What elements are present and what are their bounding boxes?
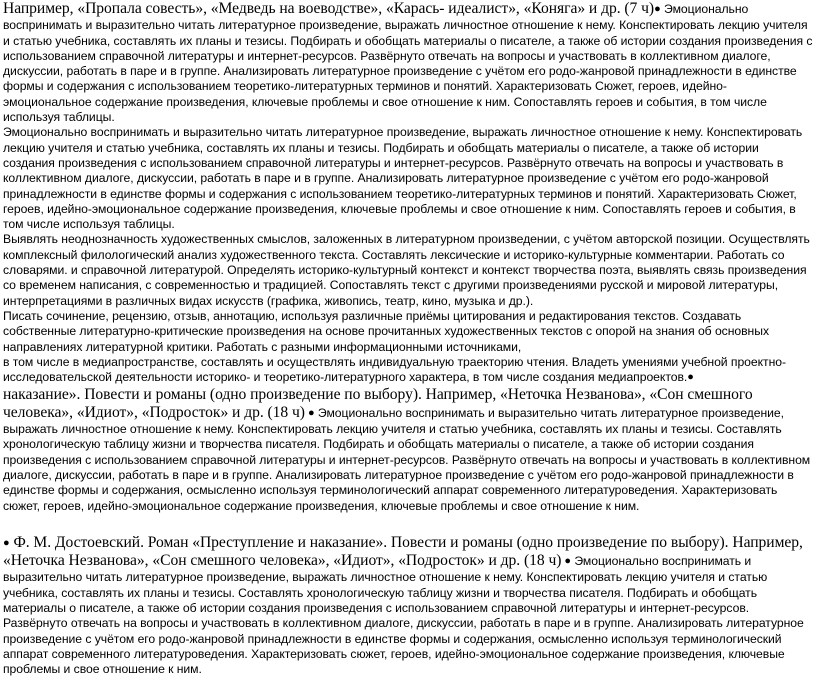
- novels-heading: наказание». Повести и романы (одно произведение по выбору). Например, «Неточка Незванова», «Сон смешного человека», «Идиот», «Подросток» и др. (18 ч): [3, 386, 753, 421]
- dostoevsky-activities-text: Эмоционально воспринимать и выразительно читать литературное произведение, выражать личностное отношение к нему. Конспектировать лекцию учителя и статью учебника, составлять их планы и тезисы. Составлять хронологическую таблицу жизни и творчества писателя. Подбирать и обобщать материалы о писателе, а также об истории создания произведения с использованием справочной литературы и интернет-ресурсов. Развёрнуто отвечать на вопросы и участвовать в коллективном диалоге, дискуссии, работать в паре и в группе. Анализировать литературное произведение с учётом его родо-жанровой принадлежности в единстве формы и содержания, осмысленно используя терминологический аппарат современного литературоведения. Характеризовать сюжет, героев, идейно-эмоциональное содержание произведения, ключевые проблемы и свое отношение к ним.: [3, 405, 811, 513]
- bullet-icon: ●: [304, 406, 315, 419]
- paragraph-dostoevsky-part: [3, 386, 813, 513]
- paragraph-dostoevsky: [3, 534, 813, 677]
- works-list-heading: Например, «Пропала совесть», «Медведь на воеводстве», «Карась- идеалист», «Коняга» и др. (7 ч): [3, 0, 655, 17]
- media-text: в том числе в медиапространстве, составлять и осуществлять индивидуальную траекторию чтения. Владеть умениями учебной проектно- исследовательской деятельности историко- и теоретико-литературного характера, в том числе создания медиапроектов.: [3, 354, 786, 385]
- spacer: [3, 514, 813, 534]
- paragraph-saltykov: [3, 0, 813, 125]
- bullet-icon: ●: [687, 371, 694, 384]
- document-page: [3, 0, 813, 677]
- dostoevsky-activities-text-2: Эмоционально воспринимать и выразительно читать литературное произведение, выражать личностное отношение к нему. Конспектировать лекцию учителя и статью учебника, составлять их планы и тезисы. Составлять хронологическую таблицу жизни и творчества писателя. Подбирать и обобщать материалы о писателе, а также об истории создания произведения с использованием справочной литературы и интернет-ресурсов. Развёрнуто отвечать на вопросы и участвовать в коллективном диалоге, дискуссии, работать в паре и в группе. Анализировать литературное произведение с учётом его родо-жанровой принадлежности в единстве формы и содержания, осмысленно используя терминологический аппарат современного литературоведения. Характеризовать сюжет, героев, идейно-эмоциональное содержание произведения, ключевые проблемы и свое отношение к ним.: [3, 554, 804, 677]
- bullet-icon: ●: [654, 3, 661, 15]
- paragraph-writing: Писать сочинение, рецензию, отзыв, аннотацию, используя различные приёмы цитирования и редактирования текстов. Создавать собственные литературно-критические произведения на основе прочитанных художественных текстов с опорой на знания об основных направлениях литературной критики. Работать с разными информационными источниками,: [3, 308, 769, 354]
- paragraph-analysis: Выявлять неоднозначность художественных смыслов, заложенных в литературном произведении, с учётом авторской позиции. Осуществлять комплексный филологический анализ художественного текста. Составлять лексические и историко-культурные комментарии. Работать со словарями. и справочной литературой. Определять историко-культурный контекст и контекст творчества поэта, выявлять связь произведения со временем написания, с современностью и традицией. Сопоставлять текст с другими произведениями русской и мировой литературы, интерпретациями в различных видах искусств (графика, живопись, театр, кино, музыка и др.).: [3, 232, 810, 308]
- activities-text: Эмоционально воспринимать и выразительно читать литературное произведение, выражать личностное отношение к нему. Конспектировать лекцию учителя и статью учебника, составлять их планы и тезисы. Подбирать и обобщать материалы о писателе, а также об истории создания произведения с использованием справочной литературы и интернет-ресурсов. Развёрнуто отвечать на вопросы и участвовать в коллективном диалоге, дискуссии, работать в паре и в группе. Анализировать литературное произведение с учётом его родо-жанровой принадлежности в единстве формы и содержания с использованием теоретико-литературных терминов и понятий. Характеризовать Сюжет, героев, идейно-эмоциональное содержание произведения, ключевые проблемы и свое отношение к ним. Сопоставлять героев и события, в том числе используя таблицы.: [3, 2, 813, 125]
- dostoevsky-heading: Ф. М. Достоевский. Роман «Преступление и наказание». Повести и романы (одно произведение по выбору). Например, «Неточка Незванова», «Сон смешного человека», «Идиот», «Подросток» и др. (18 ч): [3, 533, 803, 570]
- bullet-icon: ●: [3, 536, 10, 549]
- bullet-icon: ●: [561, 555, 572, 568]
- paragraph-activities-repeat: Эмоционально воспринимать и выразительно читать литературное произведение, выражать личностное отношение к нему. Конспектировать лекцию учителя и статью учебника, составлять их планы и тезисы. Подбирать и обобщать материалы о писателе, а также об истории создания произведения с использованием справочной литературы и интернет-ресурсов. Развёрнуто отвечать на вопросы и участвовать в коллективном диалоге, дискуссии, работать в паре и в группе. Анализировать литературное произведение с учётом его родо-жанровой принадлежности в единстве формы и содержания с использованием теоретико-литературных терминов и понятий. Характеризовать Сюжет, героев, идейно-эмоциональное содержание произведения, ключевые проблемы и свое отношение к ним. Сопоставлять героев и события, в том числе используя таблицы.: [3, 125, 803, 232]
- paragraph-media: [3, 355, 813, 387]
